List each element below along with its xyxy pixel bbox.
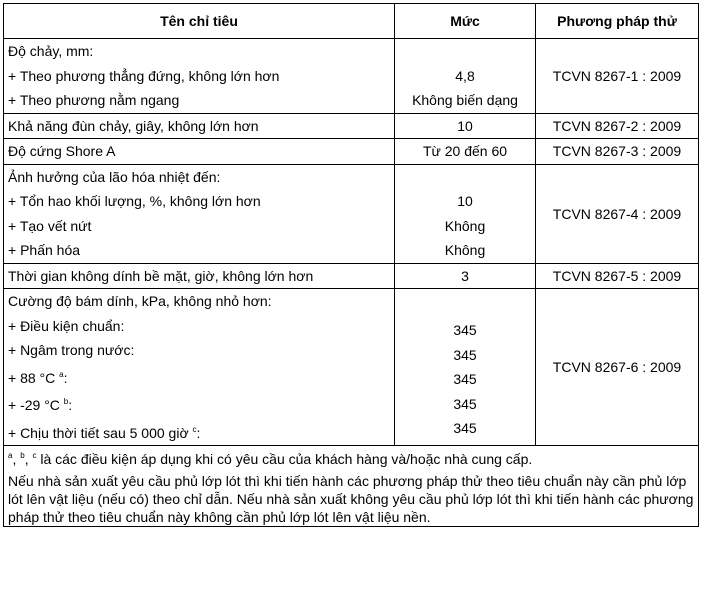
level-value: Từ 20 đến 60 xyxy=(422,143,508,159)
criterion-title: Độ chảy, mm: xyxy=(8,43,94,59)
header-method: Phương pháp thử xyxy=(536,4,699,39)
criterion-cell xyxy=(4,139,395,165)
header-level: Mức xyxy=(395,4,536,39)
criterion-item: + Phấn hóa xyxy=(8,242,81,258)
note-paragraph: Nếu nhà sản xuất yêu cầu phủ lớp lót thì khi tiến hành các phương pháp thử theo tiêu chuẩn này cần phủ lớp lót lên vật liệu (nếu có) theo chỉ dẫn. Nếu nhà sản xuất không yêu cầu phủ lớp lót thì khi tiến hành các phương pháp thử theo tiêu chuẩn này không cần phủ lớp lót lên vật liệu nền. xyxy=(8,473,694,525)
criterion-item: + Ngâm trong nước: xyxy=(8,342,135,358)
criterion-item: + Tạo vết nứt xyxy=(8,217,92,234)
footnote-line: $^a$, $^b$, $^c$ là các điều kiện áp dụng khi có yêu cầu của khách hàng và/hoặc nhà cung cấp. xyxy=(8,451,533,467)
level-value: 345 xyxy=(453,346,477,363)
criterion-item: + Theo phương nằm ngang xyxy=(8,92,180,108)
header-row xyxy=(4,4,699,39)
level-value: Không xyxy=(444,242,486,258)
criterion-title: Ảnh hưởng của lão hóa nhiệt đến: xyxy=(8,168,221,185)
table-row xyxy=(4,289,699,446)
level-value: 345 xyxy=(453,322,477,338)
method-cell: TCVN 8267-1 : 2009 xyxy=(536,39,699,114)
criterion-cell xyxy=(4,113,395,139)
notes-cell xyxy=(4,446,699,527)
level-cell xyxy=(395,289,536,446)
method-cell: TCVN 8267-5 : 2009 xyxy=(536,263,699,289)
table-row xyxy=(4,164,699,263)
method-cell: TCVN 8267-4 : 2009 xyxy=(536,164,699,263)
footnote-mark: b xyxy=(63,397,69,406)
level-value: 345 xyxy=(453,395,477,412)
header-name: Tên chỉ tiêu xyxy=(4,4,395,39)
table-row xyxy=(4,263,699,289)
footnote-mark: a xyxy=(59,369,64,379)
criterion-item: + Tổn hao khối lượng, %, không lớn hơn xyxy=(8,193,261,209)
level-value: 3 xyxy=(461,267,469,284)
level-value: 4,8 xyxy=(455,67,475,84)
criterion-title: Cường độ bám dính, kPa, không nhỏ hơn: xyxy=(8,293,272,309)
criterion-title: Khả năng đùn chảy, giây, không lớn hơn xyxy=(8,117,259,134)
criterion-item: + -29 °C $^b$: xyxy=(8,397,73,413)
criterion-cell xyxy=(4,289,395,446)
criterion-title: Thời gian không dính bề mặt, giờ, không lớn hơn xyxy=(8,267,314,284)
criterion-item: + Điều kiện chuẩn: xyxy=(8,317,125,334)
method-cell: TCVN 8267-2 : 2009 xyxy=(536,113,699,139)
level-value: 345 xyxy=(453,371,477,387)
criterion-item: + 88 °C $^a$: xyxy=(8,369,68,386)
level-cell xyxy=(395,164,536,263)
level-cell xyxy=(395,139,536,165)
level-value: 345 xyxy=(453,420,477,436)
level-value: 10 xyxy=(457,193,473,209)
level-cell xyxy=(395,39,536,114)
specification-table xyxy=(3,3,699,527)
table-row xyxy=(4,39,699,114)
method-cell: TCVN 8267-6 : 2009 xyxy=(536,289,699,446)
criterion-cell xyxy=(4,39,395,114)
criterion-item: + Chịu thời tiết sau 5 000 giờ $^c$: xyxy=(8,424,201,441)
footnote-mark: c xyxy=(192,424,197,434)
criterion-cell xyxy=(4,164,395,263)
method-cell: TCVN 8267-3 : 2009 xyxy=(536,139,699,165)
level-value: 10 xyxy=(457,117,473,134)
criterion-cell xyxy=(4,263,395,289)
level-cell xyxy=(395,263,536,289)
criterion-title: Độ cứng Shore A xyxy=(8,143,116,159)
table-row xyxy=(4,113,699,139)
criterion-item: + Theo phương thẳng đứng, không lớn hơn xyxy=(8,67,280,84)
notes-row xyxy=(4,446,699,527)
level-value: Không xyxy=(444,217,486,234)
table-row xyxy=(4,139,699,165)
level-value: Không biến dạng xyxy=(412,92,518,108)
level-cell xyxy=(395,113,536,139)
